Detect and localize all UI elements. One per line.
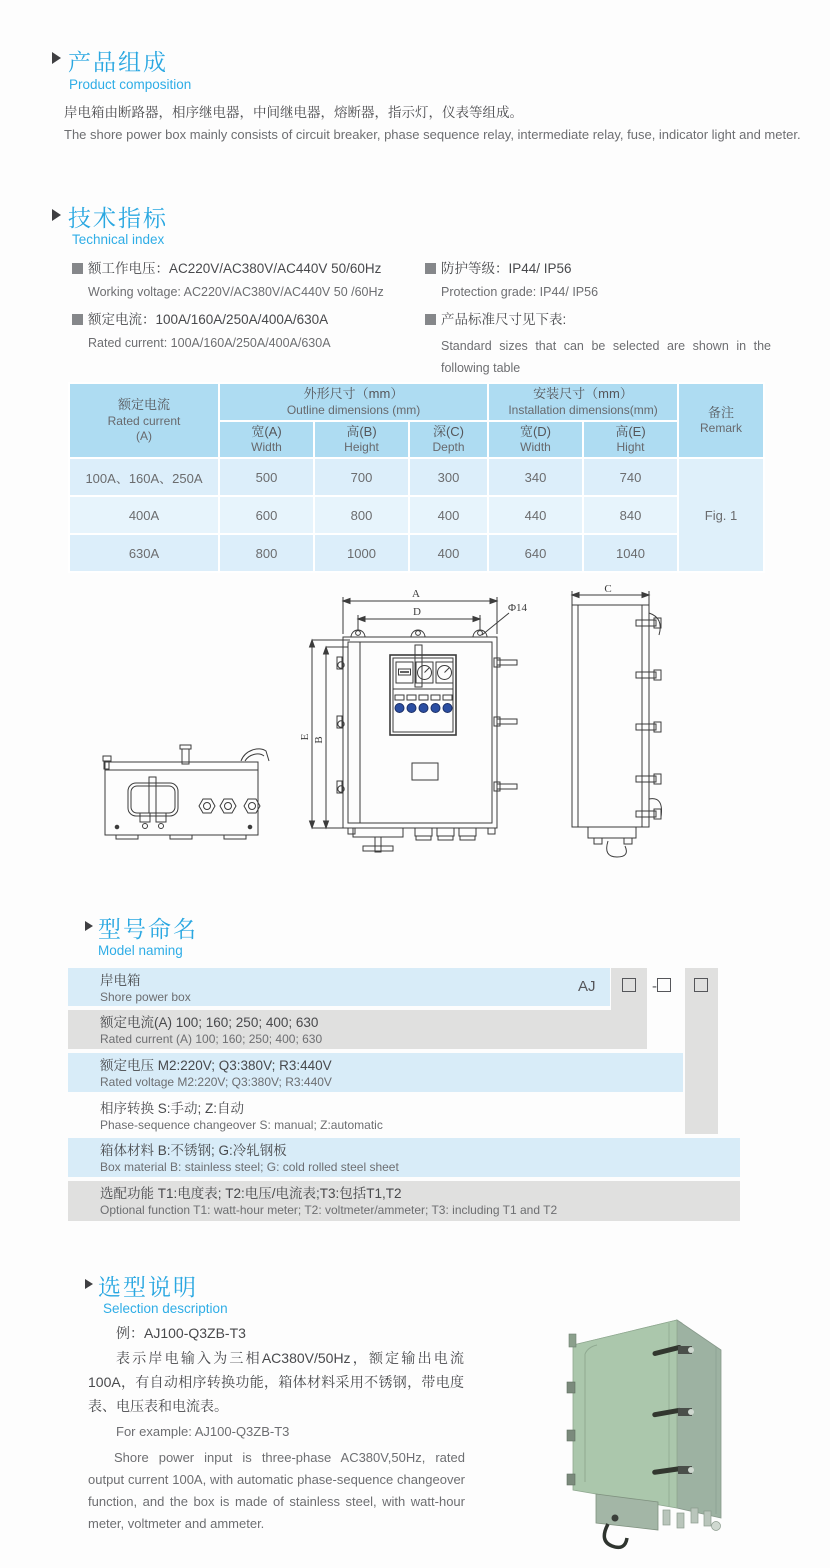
- table-header-outline: 外形尺寸（mm） Outline dimensions (mm): [219, 383, 488, 421]
- table-subheader-width-d: 宽(D) Width: [488, 421, 583, 458]
- naming-row-rated-current: 额定电流(A) 100; 160; 250; 400; 630 Rated current (A) 100; 160; 250; 400; 630: [68, 1010, 647, 1049]
- spec-protection-grade: 防护等级：IP44/ IP56 Protection grade: IP44/ IP56: [425, 257, 598, 299]
- table-subheader-depth-c: 深(C) Depth: [409, 421, 488, 458]
- selection-example-cn: 例：AJ100-Q3ZB-T3: [116, 1325, 246, 1341]
- naming-row-optional-function: 选配功能 T1:电度表; T2:电压/电流表;T3:包括T1,T2 Optional function T1: watt-hour meter; T2: voltmeter/ammeter; T3: including T1 and T2: [68, 1181, 740, 1221]
- dim-label-c: C: [604, 585, 612, 595]
- spec-rated-current: 额定电流：100A/160A/250A/400A/630A Rated current: 100A/160A/250A/400A/630A: [72, 308, 331, 350]
- code-placeholder-box: [694, 978, 708, 992]
- table-cell: 340: [488, 458, 583, 496]
- table-cell: 500: [219, 458, 314, 496]
- product-composition-text-en: The shore power box mainly consists of circuit breaker, phase sequence relay, intermediate relay, fuse, indicator light and meter.: [64, 127, 801, 142]
- section-title-selection-cn: 选型说明: [98, 1274, 198, 1300]
- spec-standard-sizes: 产品标准尺寸见下表: Standard sizes that can be selected are shown in the following table: [425, 308, 771, 380]
- dimension-table: [68, 382, 765, 573]
- model-code-box-2: [694, 978, 708, 996]
- dim-label-d: D: [413, 606, 421, 618]
- section-arrow-icon: [85, 1279, 93, 1289]
- table-cell: 1040: [583, 534, 678, 572]
- product-photo: [540, 1290, 770, 1568]
- spec-bullet-icon: [72, 314, 83, 325]
- section-arrow-icon: [85, 921, 93, 931]
- side-view-drawing: [572, 591, 662, 857]
- model-code-box-1: [622, 978, 636, 996]
- table-cell: 800: [314, 496, 409, 534]
- table-header-current: 额定电流 Rated current (A): [69, 383, 219, 458]
- table-cell: 440: [488, 496, 583, 534]
- naming-row-box-material: 箱体材料 B:不锈钢; G:冷轧钢板 Box material B: stainless steel; G: cold rolled steel sheet: [68, 1138, 740, 1177]
- table-cell: 840: [583, 496, 678, 534]
- table-cell: 700: [314, 458, 409, 496]
- section-arrow-icon: [52, 209, 61, 221]
- model-code-prefix: AJ: [578, 978, 596, 995]
- naming-row-phase-sequence: 相序转换 S:手动; Z:自动 Phase-sequence changeover S: manual; Z:automatic: [68, 1096, 718, 1134]
- section-title-product-en: Product composition: [69, 77, 192, 92]
- table-cell: 640: [488, 534, 583, 572]
- table-cell: 400: [409, 534, 488, 572]
- product-composition-text-cn: 岸电箱由断路器，相序继电器，中间继电器，熔断器，指示灯，仪表等组成。: [64, 105, 523, 120]
- table-cell: 300: [409, 458, 488, 496]
- section-title-product-cn: 产品组成: [68, 49, 168, 75]
- table-subheader-width-a: 宽(A) Width: [219, 421, 314, 458]
- table-subheader-height-b: 高(B) Height: [314, 421, 409, 458]
- spec-working-voltage: 额工作电压：AC220V/AC380V/AC440V 50/60Hz Working voltage: AC220V/AC380V/AC440V 50 /60Hz: [72, 257, 384, 299]
- naming-row-rated-voltage: 额定电压 M2:220V; Q3:380V; R3:440V Rated voltage M2:220V; Q3:380V; R3:440V: [68, 1053, 683, 1092]
- dim-label-e: E: [299, 733, 311, 741]
- table-row: [69, 496, 764, 534]
- code-placeholder-box: [622, 978, 636, 992]
- section-title-model-cn: 型号命名: [98, 916, 198, 942]
- selection-example-en: For example: AJ100-Q3ZB-T3: [116, 1424, 290, 1439]
- naming-row-shore-power-box: 岸电箱 Shore power box: [68, 968, 610, 1006]
- technical-drawing: [60, 585, 770, 885]
- table-row: [69, 458, 764, 496]
- table-cell-remark: Fig. 1: [678, 458, 764, 572]
- table-cell: 100A、160A、250A: [69, 458, 219, 496]
- code-placeholder-box: [657, 978, 671, 992]
- model-code-dash-box: -: [652, 978, 671, 996]
- table-header-remark: 备注 Remark: [678, 383, 764, 458]
- section-title-tech-en: Technical index: [72, 232, 165, 247]
- table-subheader-hight-e: 高(E) Hight: [583, 421, 678, 458]
- spec-bullet-icon: [425, 263, 436, 274]
- dim-label-hole: Φ14: [508, 602, 528, 614]
- table-cell: 740: [583, 458, 678, 496]
- table-cell: 630A: [69, 534, 219, 572]
- table-header-install: 安装尺寸（mm） Installation dimensions(mm): [488, 383, 678, 421]
- table-cell: 600: [219, 496, 314, 534]
- spec-bullet-icon: [72, 263, 83, 274]
- selection-desc-en: Shore power input is three-phase AC380V,50Hz, rated output current 100A, with automatic phase-sequence changeover function, and the box is made of stainless steel, with watt-hour meter, voltmeter and ammeter.: [88, 1450, 465, 1532]
- section-title-selection-en: Selection description: [103, 1301, 228, 1316]
- front-view-drawing: [310, 597, 518, 852]
- table-row: [69, 534, 764, 572]
- table-cell: 800: [219, 534, 314, 572]
- table-cell: 400: [409, 496, 488, 534]
- bottom-view-drawing: [103, 745, 269, 839]
- section-title-model-en: Model naming: [98, 943, 183, 958]
- table-cell: 1000: [314, 534, 409, 572]
- dim-label-a: A: [412, 588, 420, 600]
- table-cell: 400A: [69, 496, 219, 534]
- section-arrow-icon: [52, 52, 61, 64]
- spec-bullet-icon: [425, 314, 436, 325]
- dim-label-b: B: [313, 736, 325, 744]
- selection-desc-cn: 表示岸电输入为三相AC380V/50Hz，额定输出电流100A，有自动相序转换功能，箱体材料采用不锈钢，带电度表、电压表和电流表。: [88, 1350, 464, 1415]
- section-title-tech-cn: 技术指标: [68, 205, 168, 231]
